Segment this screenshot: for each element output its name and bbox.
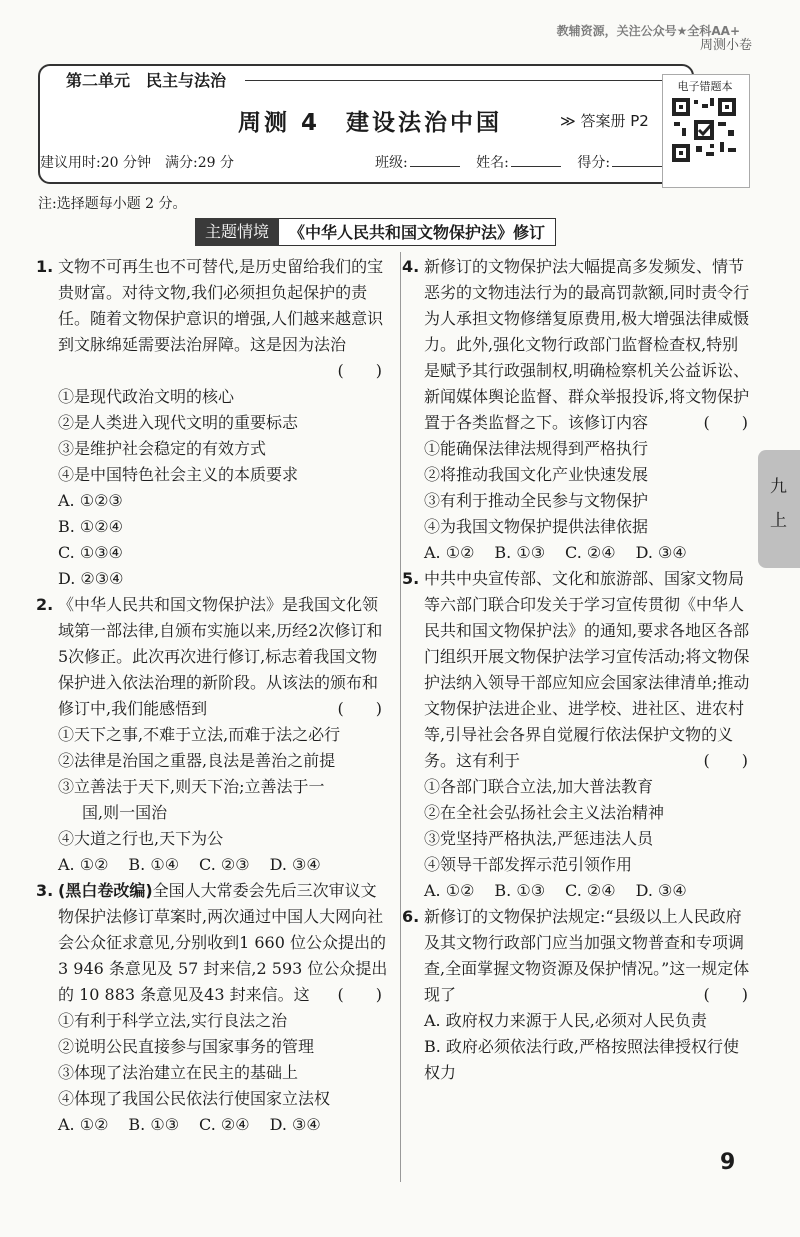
page-title: 周测 4 建设法治中国 <box>238 110 503 136</box>
question-number: 6. <box>402 907 420 926</box>
statement-option: ①各部门联合立法,加大普法教育 <box>424 777 654 796</box>
statement-option: ②法律是治国之重器,良法是善治之前提 <box>58 751 336 770</box>
choice-c[interactable]: C. ②④ <box>199 1115 250 1134</box>
question-stem: 全国人大常委会先后三次审议文物保护法修订草案时,两次通过中国人大网向社会公众征求意见,分别收到1 660 位公众提出的 3 946 条意见及 57 封来信,2 593 位公众提出的 10 883 条意见及43 封来信。这 <box>58 881 388 1004</box>
top-note: 教辅资源，关注公众号★全科AA+ <box>556 24 740 38</box>
choice-b[interactable]: B. ①③ <box>494 543 546 562</box>
answer-parentheses[interactable]: ( ) <box>337 985 382 1004</box>
answer-choices <box>402 540 754 566</box>
grade-char: 九 <box>770 477 787 497</box>
choice-a[interactable]: A. ①② <box>424 543 475 562</box>
statement-option: ①天下之事,不难于立法,而难于法之必行 <box>58 725 341 744</box>
name-blank[interactable] <box>511 154 561 167</box>
answer-choices <box>36 488 388 592</box>
choice-a[interactable]: A. ①② <box>58 855 109 874</box>
answer-parentheses[interactable]: ( ) <box>703 413 748 432</box>
choice-d[interactable]: D. ③④ <box>269 1115 321 1134</box>
qr-label: 电子错题本 <box>677 80 733 93</box>
question-stem: 《中华人民共和国文物保护法》是我国文化领域第一部法律,自颁布实施以来,历经2次修订和5次修正。此次再次进行修订,标志着我国文物保护进入依法治理的新阶段。从该法的颁布和修订中,我们能感悟到 <box>58 595 383 718</box>
left-column <box>36 254 388 1138</box>
question-number: 4. <box>402 257 420 276</box>
statement-option: ②说明公民直接参与国家事务的管理 <box>58 1037 315 1056</box>
theme-tag: 主题情境 <box>195 218 279 246</box>
question-4 <box>402 254 754 566</box>
choice-a[interactable]: A. ①② <box>424 881 475 900</box>
scoring-note: 注:选择题每小题 2 分。 <box>38 196 187 212</box>
term-char: 上 <box>770 511 787 531</box>
class-label: 班级: <box>375 155 408 171</box>
unit-title: 第二单元 民主与法治 <box>60 68 232 91</box>
choice-a[interactable]: A. 政府权力来源于人民,必须对人民负责 <box>424 1011 707 1030</box>
answer-choices <box>402 878 754 904</box>
question-number: 1. <box>36 257 54 276</box>
theme-text: 《中华人民共和国文物保护法》修订 <box>279 218 556 246</box>
statement-option-continued: 国,则一国治 <box>82 803 168 822</box>
qr-code-icon[interactable] <box>670 96 738 164</box>
choice-b[interactable]: B. ①④ <box>128 855 180 874</box>
score-blank[interactable] <box>612 154 662 167</box>
statement-option: ④领导干部发挥示范引领作用 <box>424 855 633 874</box>
statement-option: ③党坚持严格执法,严惩违法人员 <box>424 829 654 848</box>
statement-option: ③体现了法治建立在民主的基础上 <box>58 1063 299 1082</box>
statement-option: ③立善法于天下,则天下治;立善法于一 <box>58 777 325 796</box>
choice-d[interactable]: D. ③④ <box>635 543 687 562</box>
question-stem: 新修订的文物保护法大幅提高多发频发、情节恶劣的文物违法行为的最高罚款额,同时责令行为人承担文物修缮复原费用,极大增强法律威慑力。此外,强化文物行政部门监督检查权,特别是赋予其行政强制权,明确检察机关公益诉讼、新闻媒体舆论监督、群众举报投诉,将文物保护置于各类监督之下。该修订内容 <box>424 257 750 432</box>
choice-c[interactable]: C. ②④ <box>565 881 616 900</box>
statement-option: ②将推动我国文化产业快速发展 <box>424 465 649 484</box>
answer-reference: ≫ 答案册 P2 <box>560 112 649 130</box>
student-info-fields <box>375 152 670 172</box>
answer-choices <box>36 1112 388 1138</box>
grade-side-label <box>770 470 790 538</box>
page-number: 9 <box>720 1150 736 1175</box>
unit-divider <box>245 80 665 81</box>
choice-d[interactable]: D. ③④ <box>635 881 687 900</box>
question-5 <box>402 566 754 904</box>
statement-option: ①是现代政治文明的核心 <box>58 387 235 406</box>
question-stem: 新修订的文物保护法规定:“县级以上人民政府及其文物行政部门应当加强文物普查和专项调查,全面掌握文物资源及保护情况。”这一规定体现了 <box>424 907 750 1004</box>
statement-option: ④大道之行也,天下为公 <box>58 829 224 848</box>
statement-option: ②是人类进入现代文明的重要标志 <box>58 413 299 432</box>
question-stem: 中共中央宣传部、文化和旅游部、国家文物局等六部门联合印发关于学习宣传贯彻《中华人民共和国文物保护法》的通知,要求各地区各部门组织开展文物保护法学习宣传活动;将文物保护法纳入领导干部应知应会国家法律清单;推动文物保护法进企业、进学校、进社区、进农村等,引导社会各界自觉履行依法保护文物的义务。这有利于 <box>424 569 750 770</box>
choice-c[interactable]: C. ②③ <box>199 855 250 874</box>
column-divider <box>400 252 401 1182</box>
name-label: 姓名: <box>476 155 509 171</box>
answer-parentheses[interactable]: ( ) <box>337 361 382 380</box>
choice-d[interactable]: D. ③④ <box>269 855 321 874</box>
series-name: 周测小卷 <box>699 38 752 53</box>
answer-choices <box>36 852 388 878</box>
question-1 <box>36 254 388 592</box>
choice-c[interactable]: C. ②④ <box>565 543 616 562</box>
right-column <box>402 254 754 1086</box>
statement-option: ①有利于科学立法,实行良法之治 <box>58 1011 288 1030</box>
choice-c[interactable]: C. ①③④ <box>58 543 123 562</box>
question-6 <box>402 904 754 1086</box>
choice-a[interactable]: A. ①② <box>58 1115 109 1134</box>
statement-option: ④体现了我国公民依法行使国家立法权 <box>58 1089 331 1108</box>
score-label: 得分: <box>577 155 611 171</box>
question-number: 2. <box>36 595 54 614</box>
statement-option: ①能确保法律法规得到严格执行 <box>424 439 649 458</box>
statement-option: ③有利于推动全民参与文物保护 <box>424 491 649 510</box>
class-blank[interactable] <box>410 154 460 167</box>
question-number: 5. <box>402 569 420 588</box>
question-number: 3. <box>36 881 54 900</box>
answer-parentheses[interactable]: ( ) <box>703 985 748 1004</box>
choice-b[interactable]: B. ①③ <box>128 1115 180 1134</box>
choice-b[interactable]: B. ①③ <box>494 881 546 900</box>
statement-option: ③是维护社会稳定的有效方式 <box>58 439 267 458</box>
time-score-info: 建议用时:20 分钟 满分:29 分 <box>40 155 234 171</box>
question-source: (黑白卷改编) <box>58 881 153 900</box>
theme-banner <box>195 218 556 246</box>
question-3 <box>36 878 388 1138</box>
choice-a[interactable]: A. ①②③ <box>58 491 123 510</box>
question-stem: 文物不可再生也不可替代,是历史留给我们的宝贵财富。对待文物,我们必须担负起保护的责任。随着文物保护意识的增强,人们越来越意识到文脉绵延需要法治屏障。这是因为法治 <box>58 257 384 354</box>
statement-option: ②在全社会弘扬社会主义法治精神 <box>424 803 665 822</box>
question-2 <box>36 592 388 878</box>
choice-d[interactable]: D. ②③④ <box>58 569 124 588</box>
answer-parentheses[interactable]: ( ) <box>337 699 382 718</box>
statement-option: ④为我国文物保护提供法律依据 <box>424 517 649 536</box>
statement-option: ④是中国特色社会主义的本质要求 <box>58 465 299 484</box>
choice-b[interactable]: B. 政府必须依法行政,严格按照法律授权行使权力 <box>424 1037 740 1082</box>
choice-b[interactable]: B. ①②④ <box>58 517 123 536</box>
answer-parentheses[interactable]: ( ) <box>703 751 748 770</box>
